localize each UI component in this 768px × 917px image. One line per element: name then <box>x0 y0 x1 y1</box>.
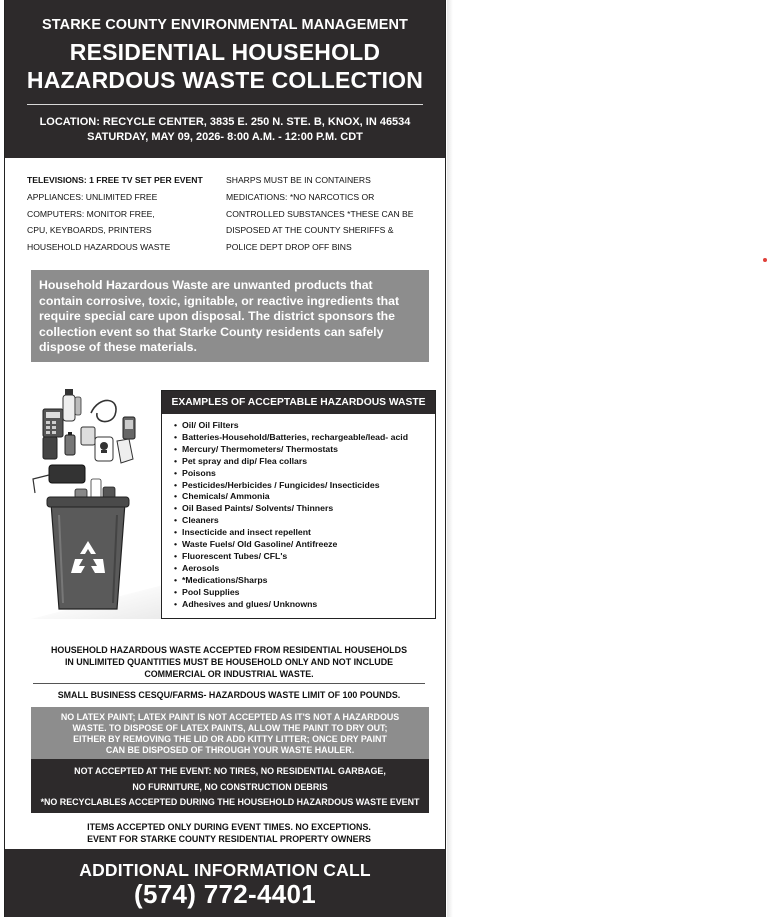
list-item: • Insecticide and insect repellent <box>174 527 408 539</box>
waste-illustration-graphic <box>29 383 165 619</box>
accepted-item: MEDICATIONS: *NO NARCOTICS OR <box>226 191 375 202</box>
event-times-notice <box>27 822 431 846</box>
examples-heading: EXAMPLES OF ACCEPTABLE HAZARDOUS WASTE <box>162 391 435 414</box>
waste-illustration <box>29 383 165 619</box>
accepted-item: DISPOSED AT THE COUNTY SHERIFFS & <box>226 225 394 236</box>
not-accepted-notice <box>31 759 429 813</box>
description-line: Household Hazardous Waste are unwanted products that <box>39 278 373 292</box>
notice-line: ITEMS ACCEPTED ONLY DURING EVENT TIMES. NO EXCEPTIONS. <box>87 822 371 832</box>
header <box>5 0 445 158</box>
list-item: • Fluorescent Tubes/ CFL's <box>174 551 408 563</box>
list-item: • Oil/ Oil Filters <box>174 420 408 432</box>
spray-bottle-icon <box>63 389 81 421</box>
description-box <box>31 270 429 362</box>
phone-icon <box>123 417 135 439</box>
accepted-item: TELEVISIONS: 1 FREE TV SET PER EVENT <box>27 175 203 185</box>
description-line: require special care upon disposal. The district sponsors the <box>39 309 396 323</box>
footer <box>5 849 445 917</box>
notice-line: CAN BE DISPOSED OF THROUGH YOUR WASTE HAULER. <box>105 745 355 755</box>
event-date-time: SATURDAY, MAY 09, 2026- 8:00 A.M. - 12:00 P.M. CDT <box>87 131 363 143</box>
list-item: • Aerosols <box>174 563 408 575</box>
notice-line: WASTE. TO DISPOSE OF LATEX PAINTS, ALLOW THE PAINT TO DRY OUT; <box>72 723 388 733</box>
accepted-item: APPLIANCES: UNLIMITED FREE <box>27 191 158 202</box>
accepted-item: COMPUTERS: MONITOR FREE, <box>27 208 155 219</box>
cable-icon <box>91 400 116 421</box>
cord-icon <box>33 475 49 493</box>
notice-line: EITHER BY REMOVING THE LID OR ADD KITTY LITTER; ONCE DRY PAINT <box>73 734 387 744</box>
list-item: • Pet spray and dip/ Flea collars <box>174 456 408 468</box>
calculator-icon <box>43 409 63 437</box>
page-edge-shadow <box>447 0 453 917</box>
notice-line: NO LATEX PAINT; LATEX PAINT IS NOT ACCEPTED AS IT'S NOT A HAZARDOUS <box>60 712 400 722</box>
notice-line: *NO RECYCLABLES ACCEPTED DURING THE HOUSEHOLD HAZARDOUS WASTE EVENT <box>40 797 420 808</box>
contact-label: ADDITIONAL INFORMATION CALL <box>79 860 371 880</box>
accepted-items-left <box>27 172 223 256</box>
red-dot-marker <box>763 258 767 262</box>
notice-line: NOT ACCEPTED AT THE EVENT: NO TIRES, NO RESIDENTIAL GARBAGE, <box>74 766 386 776</box>
examples-box <box>161 390 436 619</box>
description-line: dispose of these materials. <box>39 340 197 354</box>
description-line: contain corrosive, toxic, ignitable, or reactive ingredients that <box>39 293 400 308</box>
list-item: • Oil Based Paints/ Solvents/ Thinners <box>174 503 408 515</box>
notice-divider <box>33 683 425 684</box>
accepted-item: SHARPS MUST BE IN CONTAINERS <box>226 175 371 185</box>
accepted-items-right <box>226 172 436 256</box>
small-business-notice: SMALL BUSINESS CESQU/FARMS- HAZARDOUS WASTE LIMIT OF 100 POUNDS. <box>57 690 401 700</box>
household-acceptance-notice <box>27 645 431 680</box>
pill-bottle-icon <box>81 427 95 445</box>
accepted-item: CPU, KEYBOARDS, PRINTERS <box>27 225 152 236</box>
notice-line: EVENT FOR STARKE COUNTY RESIDENTIAL PROPERTY OWNERS <box>87 833 371 844</box>
flyer <box>4 0 446 917</box>
battery-icon <box>65 432 75 455</box>
notice-line: COMMERCIAL OR INDUSTRIAL WASTE. <box>144 668 314 679</box>
event-location: LOCATION: RECYCLE CENTER, 3835 E. 250 N. STE. B, KNOX, IN 46534 <box>39 116 411 128</box>
examples-list <box>174 420 408 611</box>
notice-line: NO FURNITURE, NO CONSTRUCTION DEBRIS <box>132 781 328 792</box>
organization-name: STARKE COUNTY ENVIRONMENTAL MANAGEMENT <box>41 17 409 33</box>
latex-paint-notice <box>31 707 429 759</box>
trash-bin-icon <box>47 497 129 609</box>
list-item: • Waste Fuels/ Old Gasoline/ Antifreeze <box>174 539 408 551</box>
event-title-line2: HAZARDOUS WASTE COLLECTION <box>26 67 424 93</box>
list-item: • Adhesives and glues/ Unknowns <box>174 599 408 611</box>
contact-phone: (574) 772-4401 <box>134 879 316 909</box>
description-line: collection event so that Starke County residents can safely <box>39 324 384 339</box>
accepted-item: CONTROLLED SUBSTANCES *THESE CAN BE <box>226 208 414 219</box>
notice-line: HOUSEHOLD HAZARDOUS WASTE ACCEPTED FROM RESIDENTIAL HOUSEHOLDS <box>51 645 407 655</box>
list-item: • *Medications/Sharps <box>174 575 408 587</box>
list-item: • Cleaners <box>174 515 408 527</box>
mobile-phone-icon <box>43 437 57 459</box>
list-item: • Mercury/ Thermometers/ Thermostats <box>174 444 408 456</box>
header-divider <box>27 104 423 105</box>
list-item: • Batteries-Household/Batteries, rechargeable/lead- acid <box>174 432 408 444</box>
notice-line: IN UNLIMITED QUANTITIES MUST BE HOUSEHOLD ONLY AND NOT INCLUDE <box>64 656 394 667</box>
skull-icon <box>95 437 113 461</box>
list-item: • Pesticides/Herbicides / Fungicides/ Insecticides <box>174 480 408 492</box>
list-item: • Pool Supplies <box>174 587 408 599</box>
accepted-item: POLICE DEPT DROP OFF BINS <box>226 242 352 253</box>
event-title-line1: RESIDENTIAL HOUSEHOLD <box>69 39 381 65</box>
list-item: • Poisons <box>174 468 408 480</box>
accepted-item: HOUSEHOLD HAZARDOUS WASTE <box>27 242 171 253</box>
device-icon <box>49 465 85 483</box>
list-item: • Chemicals/ Ammonia <box>174 491 408 503</box>
small-bottle-icon <box>117 439 133 463</box>
